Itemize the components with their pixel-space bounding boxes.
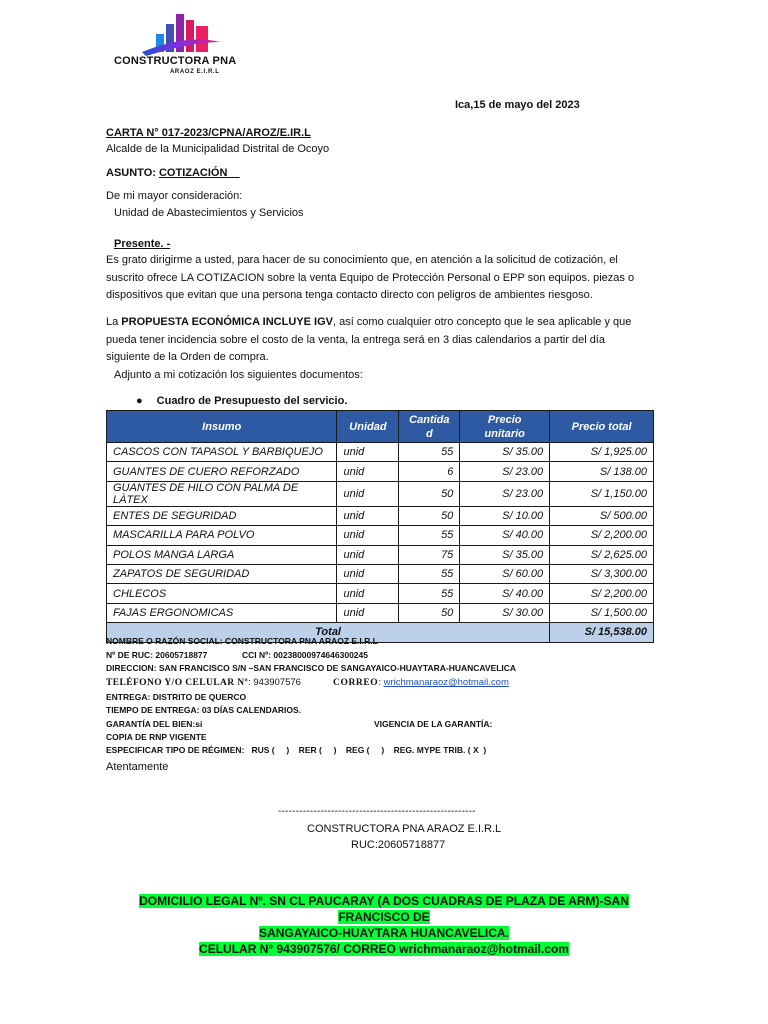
cell-precio-unitario: S/ 60.00 [460, 564, 550, 583]
info-entrega: ENTREGA: DISTRITO DE QUERCO [106, 692, 247, 702]
subject-value: COTIZACIÓN [158, 167, 228, 179]
cell-cantidad: 75 [399, 545, 460, 564]
cell-unidad: unid [337, 545, 399, 564]
footer-line-2: SANGAYAICO-HUAYTARA HUANCAVELICA. [259, 926, 509, 940]
info-direccion: DIRECCION: SAN FRANCISCO S/N –SAN FRANCISCO DE SANGAYAICO-HUAYTARA-HUANCAVELICA [106, 663, 517, 673]
header-unidad: Unidad [337, 411, 399, 443]
signature-ruc: RUC:20605718877 [351, 839, 446, 851]
cell-cantidad: 50 [399, 506, 460, 525]
cell-insumo: MASCARILLA PARA POLVO [107, 526, 337, 545]
info-phone: TELÉFONO Y/O CELULAR Nº: 943907576 [106, 677, 301, 688]
cell-unidad: unid [337, 603, 399, 622]
total-label: Total [107, 623, 550, 642]
company-name: CONSTRUCTORA PNA [114, 55, 237, 67]
recipient: Alcalde de la Municipalidad Distrital de Ocoyo [106, 143, 330, 155]
paragraph-line: siguiente de la Orden de compra. [106, 351, 269, 363]
paragraph-proposal [106, 314, 654, 384]
email-link[interactable]: wrichmanaraoz@hotmail.com [383, 677, 509, 688]
bullet-icon: ● [136, 395, 143, 407]
cell-unidad: unid [337, 506, 399, 525]
cell-precio-unitario: S/ 23.00 [460, 462, 550, 481]
cell-insumo: ZAPATOS DE SEGURIDAD [107, 564, 337, 583]
cell-precio-total: S/ 2,625.00 [550, 545, 654, 564]
table-row [107, 462, 654, 481]
table-row [107, 545, 654, 564]
cell-cantidad: 6 [399, 462, 460, 481]
table-row [107, 603, 654, 622]
info-garantia: GARANTÍA DEL BIEN:si [106, 719, 203, 729]
cell-unidad: unid [337, 564, 399, 583]
cell-precio-total: S/ 1,500.00 [550, 603, 654, 622]
footer-address [108, 893, 660, 957]
cell-cantidad: 55 [399, 443, 460, 462]
cell-unidad: unid [337, 443, 399, 462]
cell-precio-unitario: S/ 35.00 [460, 545, 550, 564]
subject [106, 167, 240, 179]
cell-unidad: unid [337, 481, 399, 506]
cell-precio-total: S/ 3,300.00 [550, 564, 654, 583]
company-logo-icon [112, 12, 262, 92]
table-row [107, 584, 654, 603]
info-razon-social: NOMBRE O RAZÓN SOCIAL: CONSTRUCTORA PNA ARAOZ E.I.R.L [106, 636, 378, 646]
date-line: Ica,15 de mayo del 2023 [455, 99, 580, 111]
table-header-row [107, 411, 654, 443]
cell-precio-total: S/ 1,150.00 [550, 481, 654, 506]
greeting: De mi mayor consideración: [106, 190, 243, 202]
cell-cantidad: 55 [399, 584, 460, 603]
cell-insumo: CASCOS CON TAPASOL Y BARBIQUEJO [107, 443, 337, 462]
cell-precio-unitario: S/ 40.00 [460, 584, 550, 603]
total-value: S/ 15,538.00 [550, 623, 654, 642]
cell-precio-total: S/ 1,925.00 [550, 443, 654, 462]
cell-cantidad: 50 [399, 481, 460, 506]
signature-line: -------------------------------------------------------- [278, 806, 476, 817]
header-precio-total: Precio total [550, 411, 654, 443]
cell-insumo: ENTES DE SEGURIDAD [107, 506, 337, 525]
cell-precio-unitario: S/ 40.00 [460, 526, 550, 545]
cell-insumo: FAJAS ERGONOMICAS [107, 603, 337, 622]
subject-label: ASUNTO: [106, 167, 159, 179]
cell-unidad: unid [337, 584, 399, 603]
budget-table [106, 410, 654, 643]
header-insumo: Insumo [107, 411, 337, 443]
unit: Unidad de Abastecimientos y Servicios [114, 207, 304, 219]
info-ruc: Nº DE RUC: 20605718877 [106, 650, 208, 660]
cell-precio-unitario: S/ 35.00 [460, 443, 550, 462]
paragraph-line: La PROPUESTA ECONÓMICA INCLUYE IGV, así como cualquier otro concepto que le sea aplicable y que [106, 316, 632, 328]
cell-precio-unitario: S/ 30.00 [460, 603, 550, 622]
cell-insumo: POLOS MANGA LARGA [107, 545, 337, 564]
table-row [107, 481, 654, 506]
table-row [107, 443, 654, 462]
header-precio-unitario: Precio unitario [460, 411, 550, 443]
cell-precio-total: S/ 500.00 [550, 506, 654, 525]
paragraph-line: Es grato dirigirme a usted, para hacer de su conocimiento que, en atención a la solicitud de cotización, el [106, 254, 618, 266]
info-tiempo: TIEMPO DE ENTREGA: 03 DÍAS CALENDARIOS. [106, 705, 302, 715]
table-row [107, 506, 654, 525]
info-rnp: COPIA DE RNP VIGENTE [106, 732, 207, 742]
footer-line-3: CELULAR N° 943907576/ CORREO wrichmanaraoz@hotmail.com [199, 942, 569, 956]
header-cantidad: Cantida d [399, 411, 460, 443]
closing: Atentamente [106, 761, 169, 773]
table-row [107, 564, 654, 583]
paragraph-line: Adjunto a mi cotización los siguientes documentos: [114, 368, 363, 381]
letter-reference: CARTA N° 017-2023/CPNA/AROZ/E.IR.L [106, 127, 311, 139]
table-row [107, 526, 654, 545]
cell-insumo: GUANTES DE CUERO REFORZADO [107, 462, 337, 481]
cell-insumo: CHLECOS [107, 584, 337, 603]
cell-unidad: unid [337, 526, 399, 545]
paragraph-line: pueda tener incidencia sobre el costo de la venta, la entrega será en 3 dias calendarios a partir del día [106, 333, 605, 346]
cell-unidad: unid [337, 462, 399, 481]
info-email: CORREO: wrichmanaraoz@hotmail.com [333, 677, 509, 688]
paragraph-line: suscrito ofrece LA COTIZACION sobre la venta Equipo de Protección Personal o EPP son equipos. piezas o [106, 271, 635, 284]
cell-precio-total: S/ 2,200.00 [550, 584, 654, 603]
footer-line-1: DOMICILIO LEGAL Nº. SN CL PAUCARAY (A DOS CUADRAS DE PLAZA DE ARM)-SAN FRANCISCO DE [139, 894, 629, 924]
paragraph-line: dispositivos que evitan que una persona tenga contacto directo con peligros de ambientes riesgoso. [106, 289, 593, 301]
cell-precio-unitario: S/ 10.00 [460, 506, 550, 525]
bullet-item [136, 395, 347, 407]
cell-precio-total: S/ 138.00 [550, 462, 654, 481]
paragraph-intro [106, 252, 654, 305]
bullet-text: Cuadro de Presupuesto del servicio. [156, 395, 348, 407]
cell-precio-unitario: S/ 23.00 [460, 481, 550, 506]
presente: Presente. - [114, 238, 171, 250]
info-cci: CCI Nº: 00238000974646300245 [242, 650, 368, 660]
cell-cantidad: 55 [399, 526, 460, 545]
info-vigencia: VIGENCIA DE LA GARANTÍA: [374, 719, 493, 729]
cell-precio-total: S/ 2,200.00 [550, 526, 654, 545]
cell-cantidad: 50 [399, 603, 460, 622]
cell-insumo: GUANTES DE HILO CON PALMA DE LÀTEX [107, 481, 337, 506]
info-regimen: ESPECIFICAR TIPO DE RÉGIMEN: RUS ( ) RER ( ) REG ( ) REG. MYPE TRIB. ( X ) [106, 745, 487, 755]
signature-name: CONSTRUCTORA PNA ARAOZ E.I.R.L [307, 823, 502, 835]
cell-cantidad: 55 [399, 564, 460, 583]
company-sub: ARAOZ E.I.R.L [170, 69, 220, 75]
